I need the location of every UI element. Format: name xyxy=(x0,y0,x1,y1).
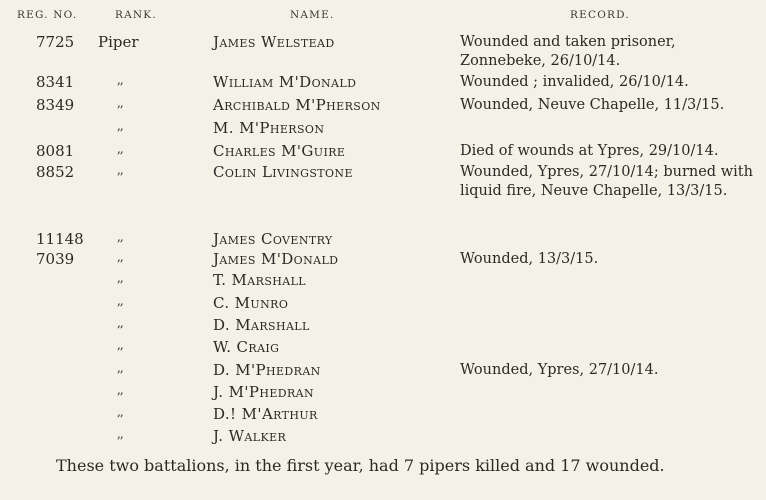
name-cell: J. Walker xyxy=(213,427,287,445)
record-cell: Wounded, Neuve Chapelle, 11/3/15. xyxy=(460,97,725,113)
rank-cell: ,, xyxy=(117,405,123,419)
name-cell: James Coventry xyxy=(213,230,333,248)
name-cell: J. M'Phedran xyxy=(213,383,315,401)
name-cell: James Welstead xyxy=(213,33,335,51)
table-row xyxy=(0,338,766,360)
rank-cell: ,, xyxy=(117,230,123,244)
header-record: RECORD. xyxy=(570,9,630,21)
table-row xyxy=(0,361,766,383)
name-cell: T. Marshall xyxy=(213,271,307,289)
record-cell: Wounded, Ypres, 27/10/14. xyxy=(460,362,659,378)
reg-no-cell: 11148 xyxy=(36,230,84,248)
reg-no-cell: 8081 xyxy=(36,142,75,160)
record-cell: Wounded, Ypres, 27/10/14; burned with liquid fire, Neuve Chapelle, 13/3/15. xyxy=(460,164,753,199)
name-cell: W. Craig xyxy=(213,338,280,356)
rank-cell: ,, xyxy=(117,338,123,352)
header-name: NAME. xyxy=(290,9,335,21)
footer-note: These two battalions, in the first year, had 7 pipers killed and 17 wounded. xyxy=(56,456,665,475)
name-cell: D. Marshall xyxy=(213,316,310,334)
table-row xyxy=(0,405,766,427)
record-cell: Wounded and taken prisoner, Zonnebeke, 26/10/14. xyxy=(460,34,676,69)
record-cell: Wounded, 13/3/15. xyxy=(460,251,599,267)
name-cell: Archibald M'Pherson xyxy=(213,96,381,114)
name-cell: C. Munro xyxy=(213,294,289,312)
table-row xyxy=(0,316,766,338)
rank-cell: ,, xyxy=(117,250,123,264)
rank-cell: ,, xyxy=(117,119,123,133)
rank-cell: ,, xyxy=(117,383,123,397)
table-row xyxy=(0,250,766,272)
record-cell: Wounded ; invalided, 26/10/14. xyxy=(460,74,689,90)
reg-no-cell: 7039 xyxy=(36,250,75,268)
rank-cell: ,, xyxy=(117,361,123,375)
name-cell: Charles M'Guire xyxy=(213,142,346,160)
rank-cell: ,, xyxy=(117,73,123,87)
rank-cell: ,, xyxy=(117,142,123,156)
header-rank: RANK. xyxy=(115,9,157,21)
table-row xyxy=(0,142,766,164)
table-row xyxy=(0,230,766,252)
record-cell: Died of wounds at Ypres, 29/10/14. xyxy=(460,143,719,159)
rank-cell: Piper xyxy=(98,33,139,51)
table-row xyxy=(0,73,766,95)
rank-cell: ,, xyxy=(117,163,123,177)
name-cell: Colin Livingstone xyxy=(213,163,353,181)
table-row xyxy=(0,96,766,118)
table-row xyxy=(0,119,766,141)
table-row xyxy=(0,427,766,449)
reg-no-cell: 8349 xyxy=(36,96,75,114)
reg-no-cell: 8852 xyxy=(36,163,75,181)
table-row xyxy=(0,163,766,199)
table-row xyxy=(0,33,766,69)
name-cell: James M'Donald xyxy=(213,250,339,268)
reg-no-cell: 8341 xyxy=(36,73,75,91)
reg-no-cell: 7725 xyxy=(36,33,75,51)
name-cell: M. M'Pherson xyxy=(213,119,325,137)
rank-cell: ,, xyxy=(117,427,123,441)
table-row xyxy=(0,271,766,293)
rank-cell: ,, xyxy=(117,316,123,330)
table-row xyxy=(0,383,766,405)
name-cell: D. M'Phedran xyxy=(213,361,321,379)
rank-cell: ,, xyxy=(117,294,123,308)
name-cell: D.! M'Arthur xyxy=(213,405,318,423)
rank-cell: ,, xyxy=(117,271,123,285)
table-row xyxy=(0,294,766,316)
name-cell: William M'Donald xyxy=(213,73,357,91)
header-reg-no: REG. NO. xyxy=(17,9,78,21)
rank-cell: ,, xyxy=(117,96,123,110)
